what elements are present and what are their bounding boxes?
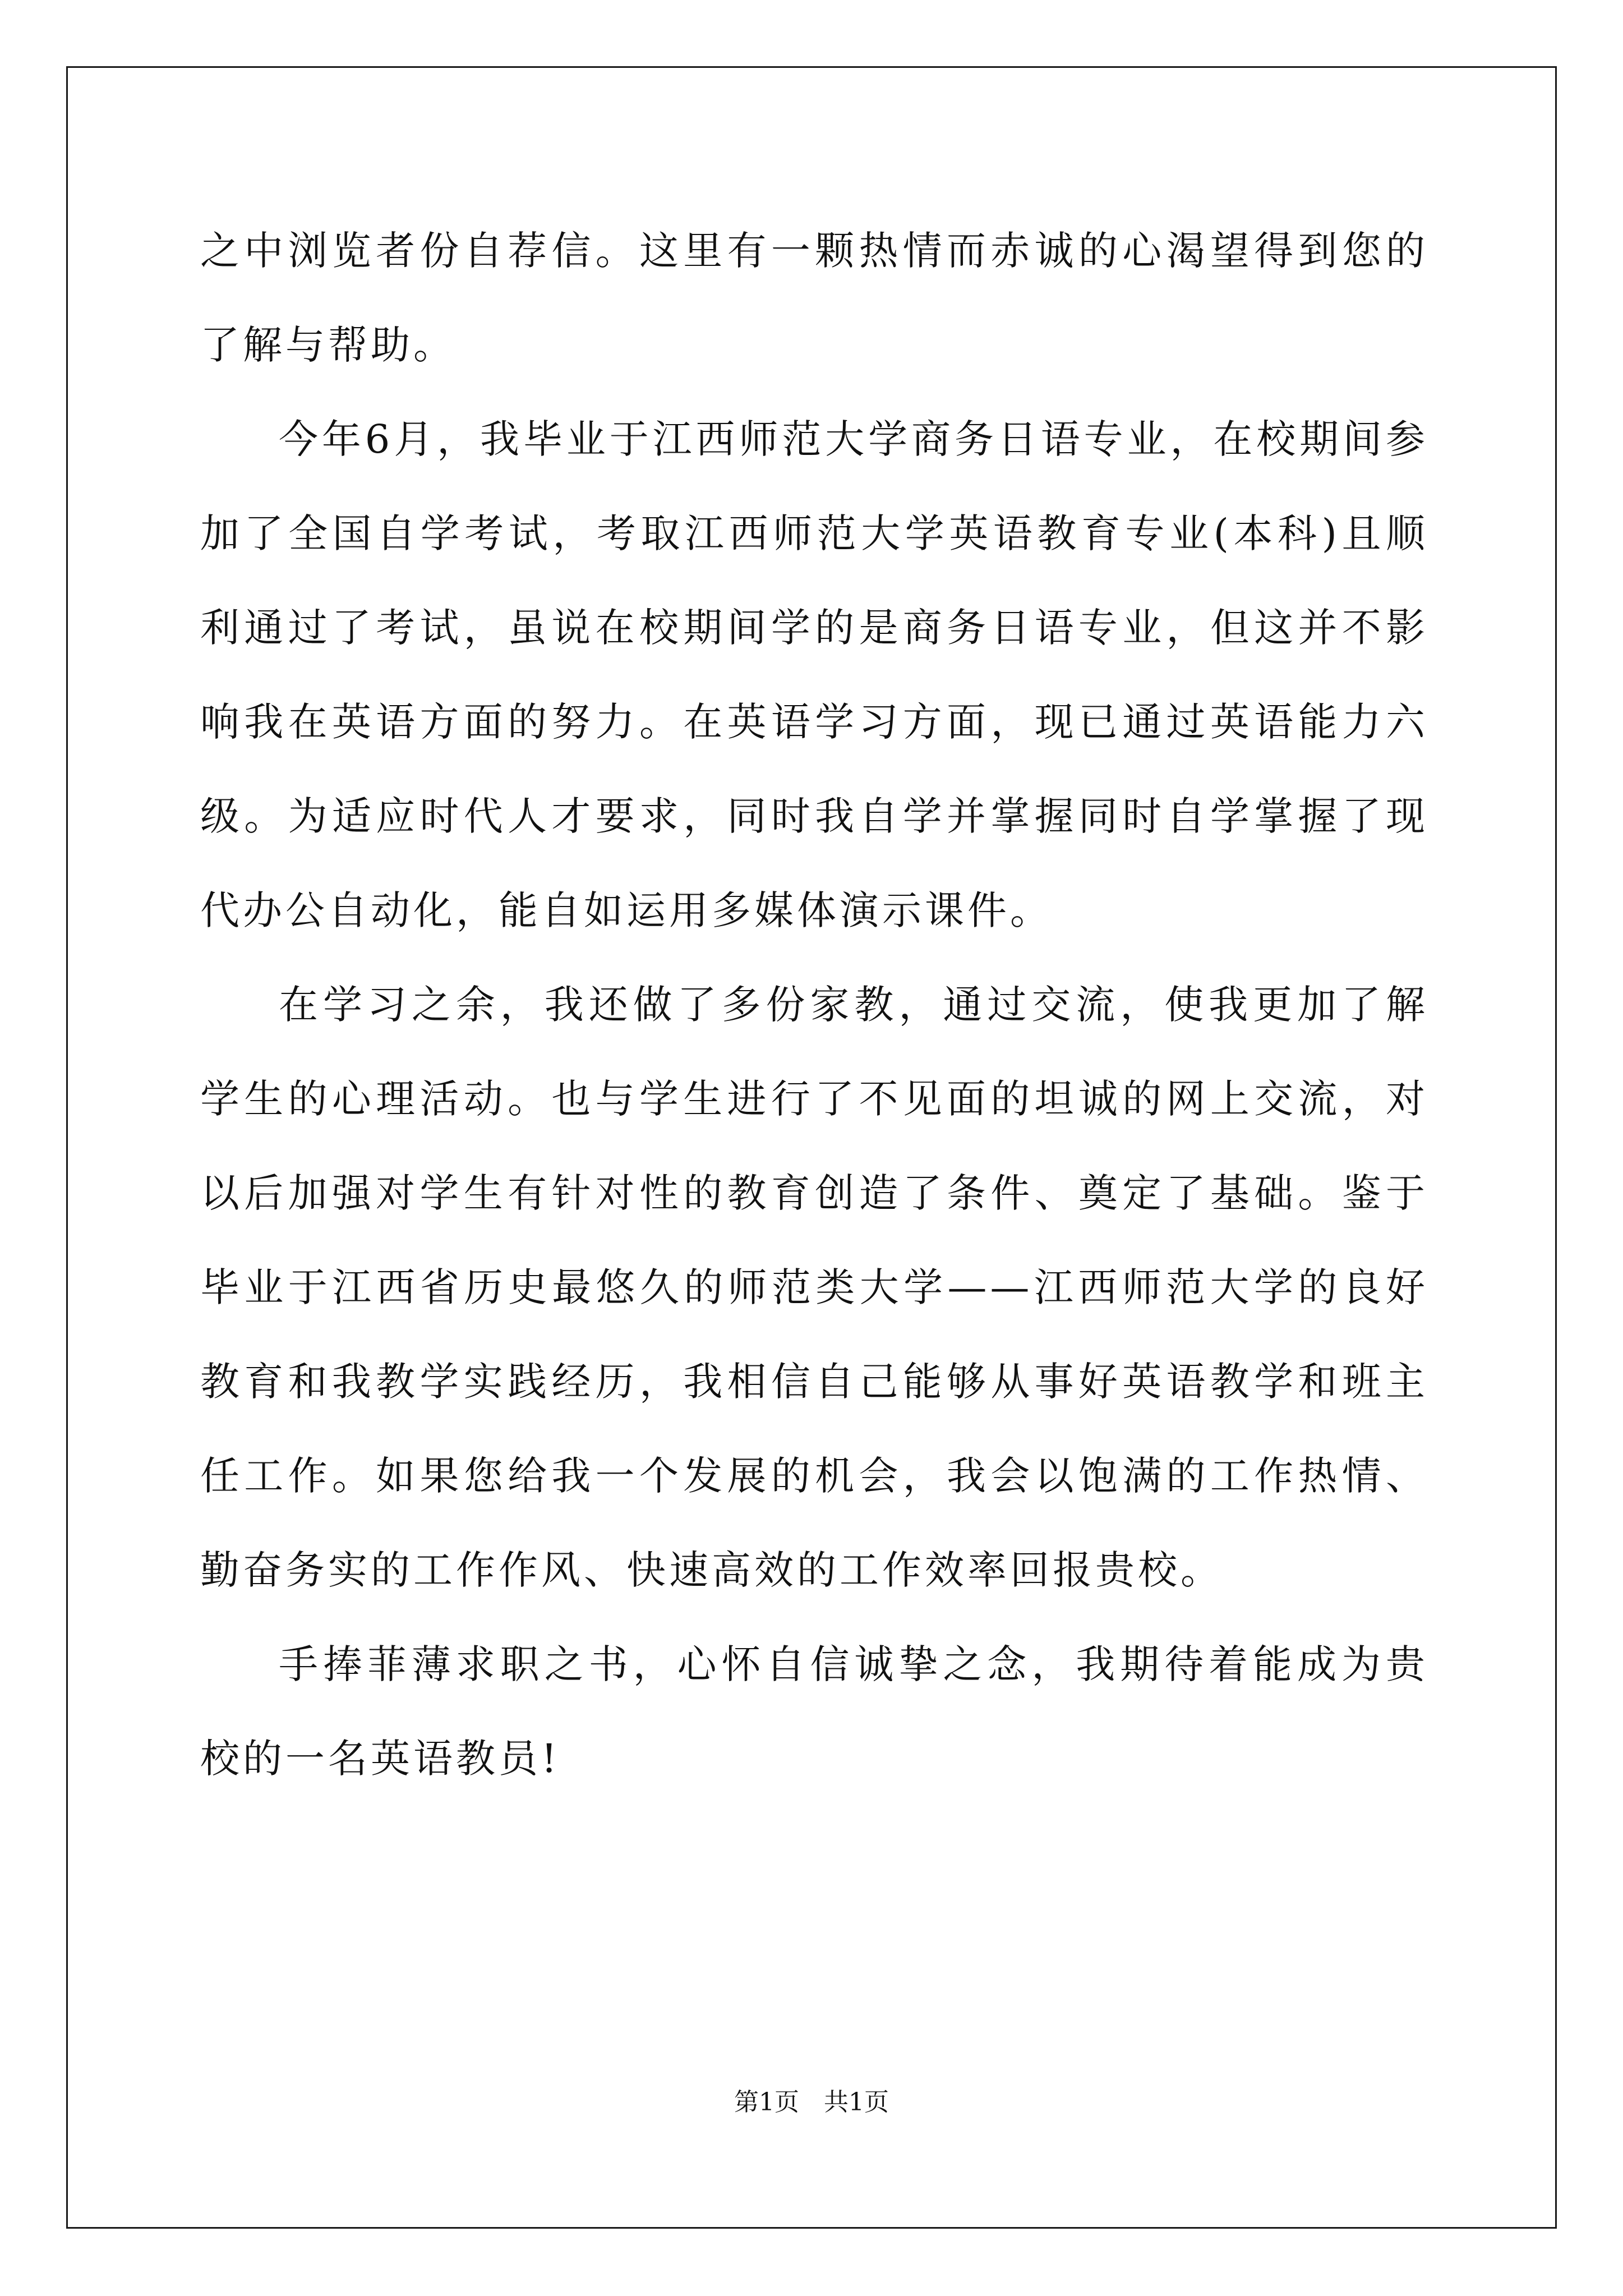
letter-body bbox=[200, 204, 1428, 1806]
page-footer bbox=[0, 2086, 1623, 2119]
page-total: 共1页 bbox=[824, 2088, 889, 2116]
paragraph-2: 今年6月，我毕业于江西师范大学商务日语专业，在校期间参加了全国自学考试，考取江西师范大学英语教育专业(本科)且顺利通过了考试，虽说在校期间学的是商务日语专业，但这并不影响我在英语方面的努力。在英语学习方面，现已通过英语能力六级。为适应时代人才要求，同时我自学并掌握同时自学掌握了现代办公自动化，能自如运用多媒体演示课件。 bbox=[200, 416, 1428, 933]
paragraph-3: 在学习之余，我还做了多份家教，通过交流，使我更加了解学生的心理活动。也与学生进行了不见面的坦诚的网上交流，对以后加强对学生有针对性的教育创造了条件、奠定了基础。鉴于毕业于江西省历史最悠久的师范类大学——江西师范大学的良好教育和我教学实践经历，我相信自己能够从事好英语教学和班主任工作。如果您给我一个发展的机会，我会以饱满的工作热情、勤奋务实的工作作风、快速高效的工作效率回报贵校。 bbox=[200, 982, 1428, 1593]
paragraph-1: 之中浏览者份自荐信。这里有一颗热情而赤诚的心渴望得到您的了解与帮助。 bbox=[200, 228, 1428, 368]
paragraph-4: 手捧菲薄求职之书，心怀自信诚挚之念，我期待着能成为贵校的一名英语教员! bbox=[200, 1641, 1428, 1782]
page-number: 第1页 bbox=[734, 2088, 799, 2116]
